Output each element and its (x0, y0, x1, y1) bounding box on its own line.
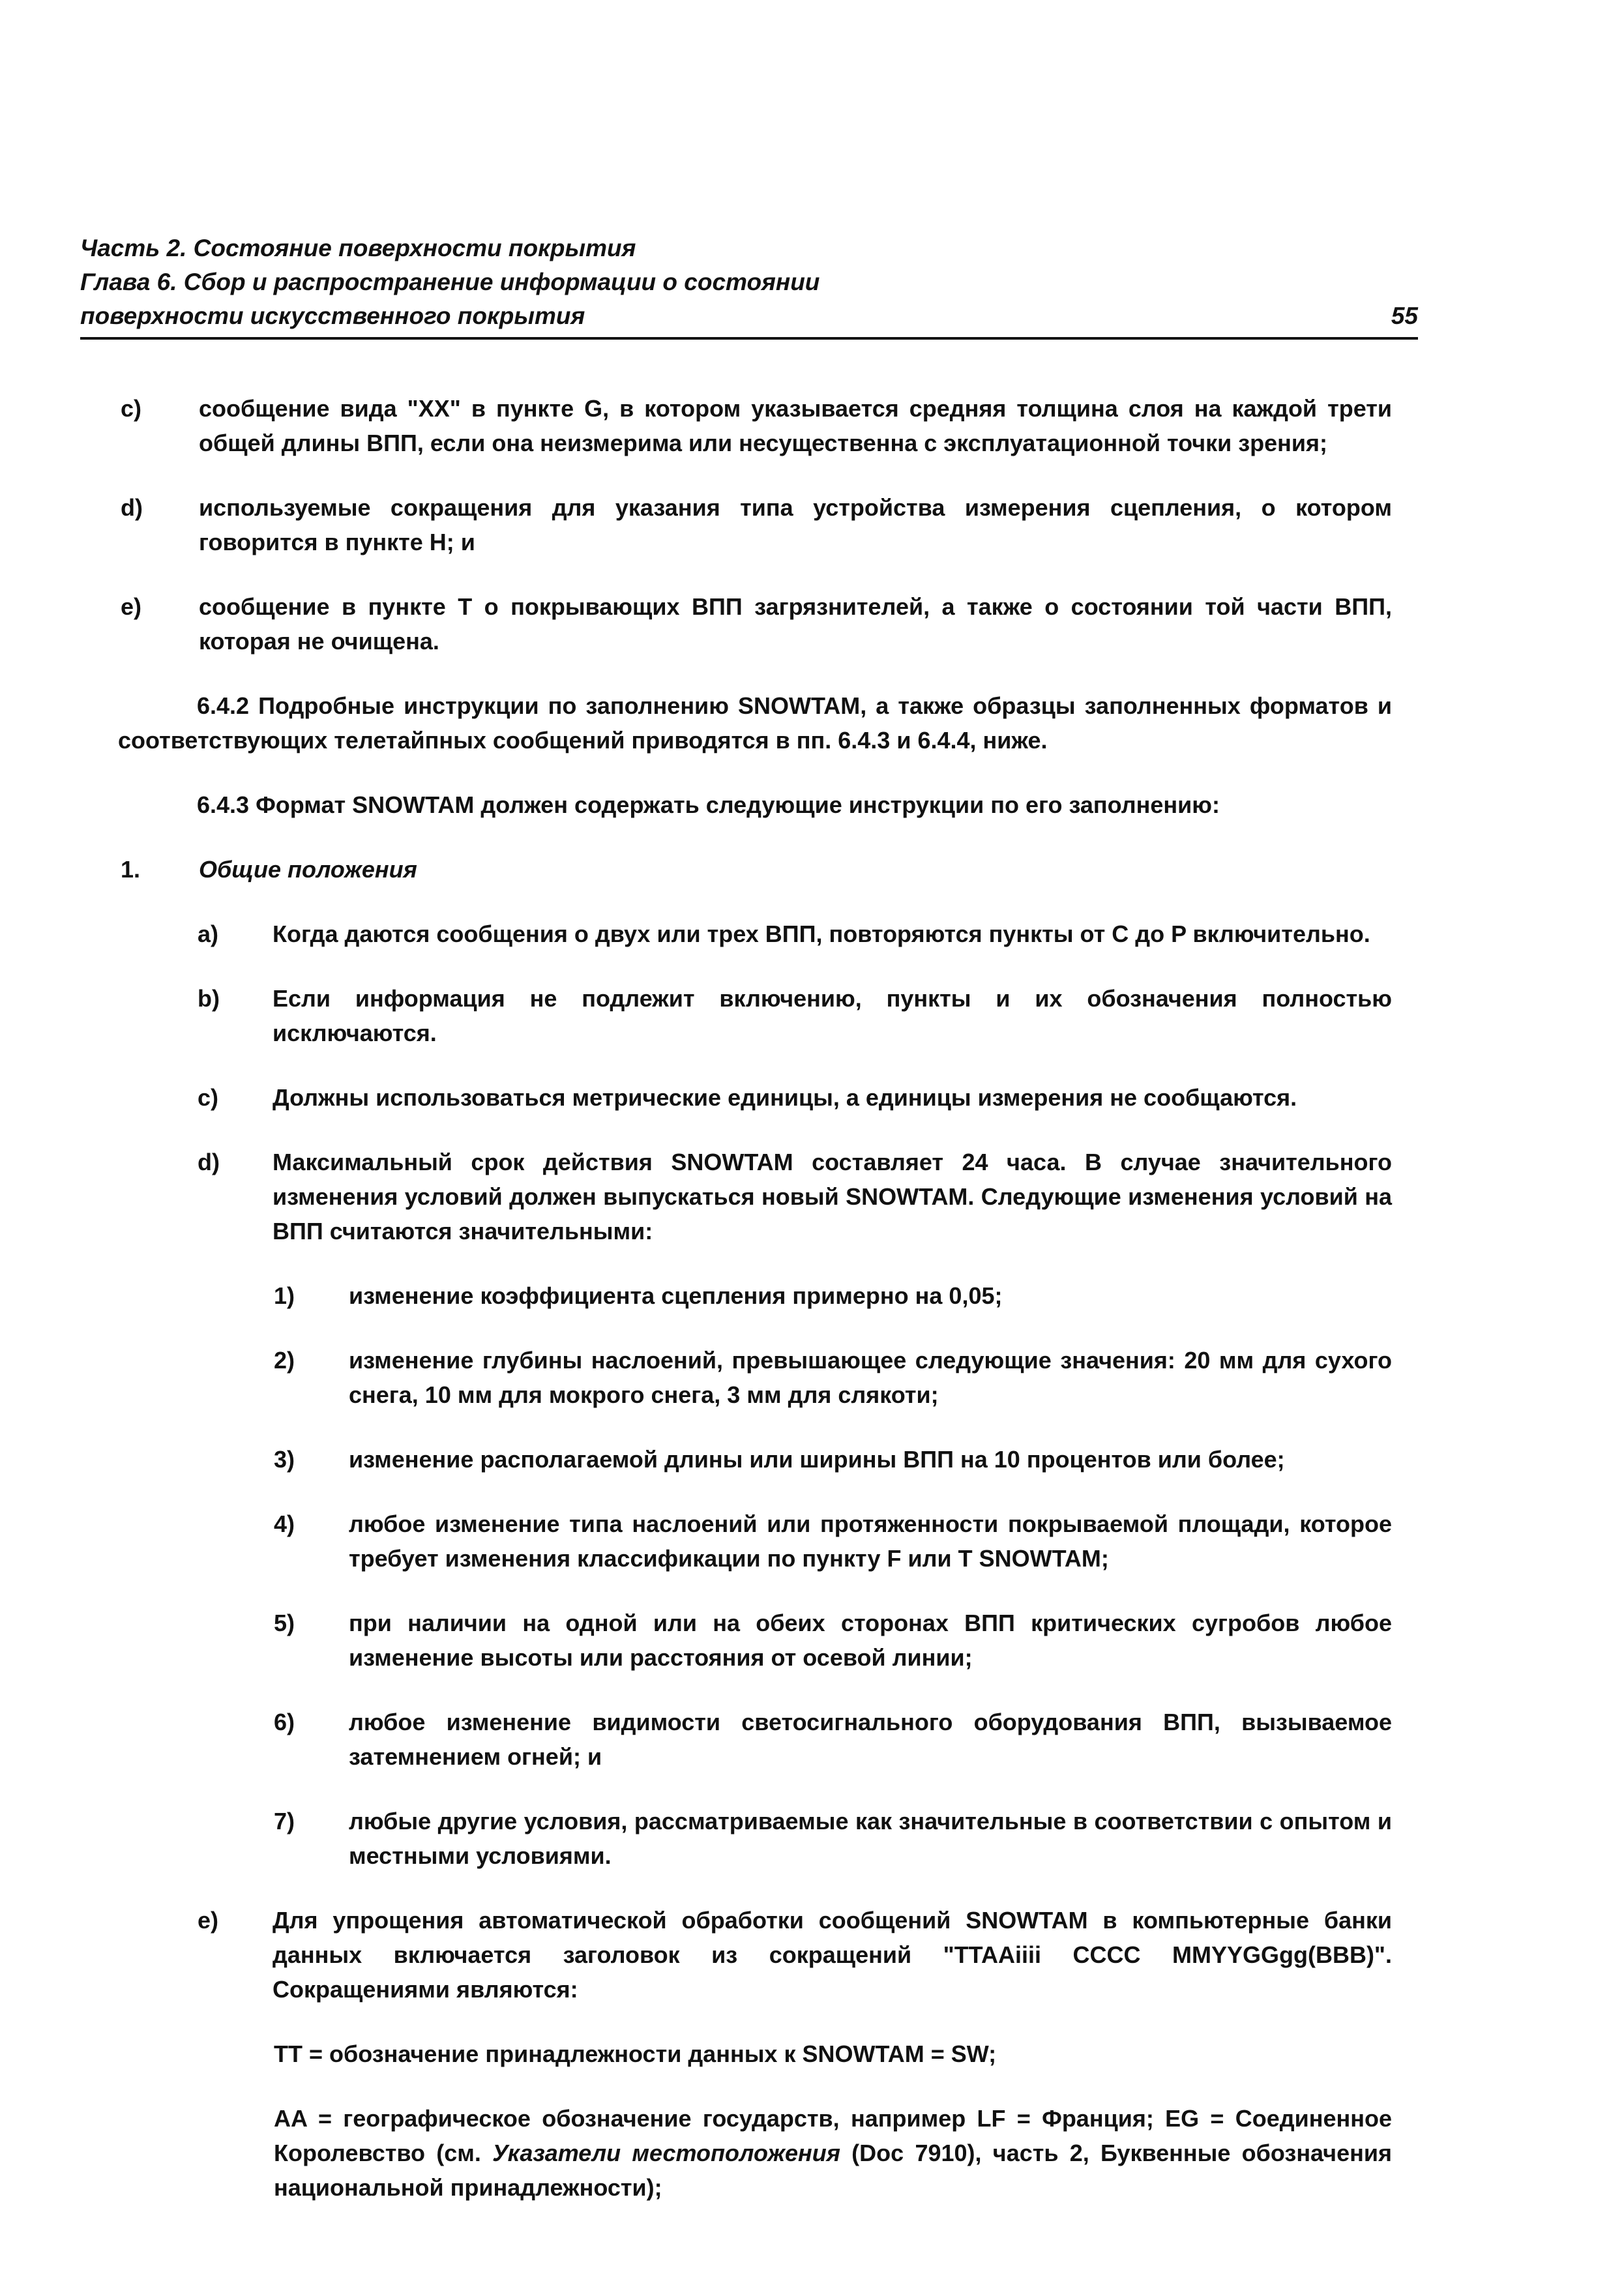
definition-aa (274, 2101, 1392, 2205)
list-item (121, 391, 1392, 460)
list-item-label: d) (198, 1149, 220, 1175)
list-item-text: используемые сокращения для указания типа устройства измерения сцепления, о котором говорится в пункте H; и (199, 494, 1392, 555)
list-item (121, 589, 1392, 658)
definition-aa-end: (Doc 7910), часть 2, Буквенные обозначения национальной принадлежности); (274, 2140, 1392, 2201)
list-item (198, 981, 1392, 1050)
list-item-label: e) (121, 593, 142, 620)
list-item-text: Должны использоваться метрические единицы, а единицы измерения не сообщаются. (273, 1084, 1297, 1111)
numbered-item-label: 3) (274, 1446, 295, 1473)
numbered-item-text: любые другие условия, рассматриваемые как значительные в соответствии с опытом и местными условиями. (349, 1808, 1392, 1869)
numbered-item-text: при наличии на одной или на обеих сторонах ВПП критических сугробов любое изменение высоты или расстояния от осевой линии; (349, 1610, 1392, 1671)
doc-title-reference: Указатели местоположения (492, 2140, 840, 2166)
list-item (121, 490, 1392, 559)
list-item-text: Для упрощения автоматической обработки сообщений SNOWTAM в компьютерные банки данных включается заголовок из сокращений "TTAAiiii CCCC MMYYGGgg(BBB)". Сокращениями являются: (273, 1907, 1392, 2003)
section-heading (121, 852, 1392, 887)
running-header (80, 231, 1418, 340)
list-item-label: b) (198, 985, 220, 1012)
numbered-item (274, 1343, 1392, 1412)
numbered-item (274, 1804, 1392, 1873)
page-number: 55 (1391, 302, 1418, 329)
paragraph-6-4-3: 6.4.3 Формат SNOWTAM должен содержать следующие инструкции по его заполнению: (197, 791, 1220, 818)
list-item-text: сообщение вида "XX" в пункте G, в котором указывается средняя толщина слоя на каждой трети общей длины ВПП, если она неизмерима или несущественна с эксплуатационной точки зрения; (199, 395, 1392, 456)
numbered-item-text: любое изменение типа наслоений или протяженности покрываемой площади, которое требует изменения классификации по пункту F или T SNOWTAM; (349, 1510, 1392, 1572)
list-item (198, 917, 1392, 951)
list-item-label: d) (121, 494, 143, 521)
numbered-item (274, 1442, 1392, 1477)
paragraph-6-4-2: 6.4.2 Подробные инструкции по заполнению SNOWTAM, а также образцы заполненных форматов и соответствующих телетайпных сообщений приводятся в пп. 6.4.3 и 6.4.4, ниже. (118, 692, 1392, 754)
definition-tt: TT = обозначение принадлежности данных к SNOWTAM = SW; (274, 2040, 997, 2067)
list-item-label: a) (198, 921, 219, 947)
numbered-item-text: изменение располагаемой длины или ширины ВПП на 10 процентов или более; (349, 1446, 1285, 1473)
list-item (198, 1080, 1392, 1115)
list-item-text: Когда даются сообщения о двух или трех ВПП, повторяются пункты от C до P включительно. (273, 921, 1370, 947)
numbered-item-text: изменение коэффициента сцепления примерно на 0,05; (349, 1282, 1003, 1309)
section-title: Общие положения (199, 856, 417, 883)
numbered-item (274, 1705, 1392, 1774)
numbered-item (274, 1278, 1392, 1313)
list-item-text: Максимальный срок действия SNOWTAM составляет 24 часа. В случае значительного изменения условий должен выпускаться новый SNOWTAM. Следующие изменения условий на ВПП считаются значительными: (273, 1149, 1392, 1245)
numbered-item-text: любое изменение видимости светосигнального оборудования ВПП, вызываемое затемнением огней; и (349, 1709, 1392, 1770)
definition-aa-start: AA = географическое обозначение государств, например LF = Франция; EG = Соединенное Королевство (см. (274, 2105, 1392, 2166)
numbered-item-text: изменение глубины наслоений, превышающее следующие значения: 20 мм для сухого снега, 10 мм для мокрого снега, 3 мм для слякоти; (349, 1347, 1392, 1408)
list-item-text: Если информация не подлежит включению, пункты и их обозначения полностью исключаются. (273, 985, 1392, 1046)
list-item (198, 1145, 1392, 1248)
numbered-item-label: 6) (274, 1709, 295, 1735)
header-chapter: Глава 6. Сбор и распространение информации о состоянии (80, 269, 820, 295)
header-last-row (80, 299, 1418, 333)
list-item-label: e) (198, 1907, 219, 1934)
header-chapter-cont: поверхности искусственного покрытия (80, 302, 585, 329)
numbered-item-label: 1) (274, 1282, 295, 1309)
header-part: Часть 2. Состояние поверхности покрытия (80, 235, 636, 261)
list-item (198, 1903, 1392, 2007)
list-item-label: c) (198, 1084, 219, 1111)
section-number: 1. (121, 856, 141, 883)
list-item-text: сообщение в пункте T о покрывающих ВПП загрязнителей, а также о состоянии той части ВПП, которая не очищена. (199, 593, 1392, 655)
numbered-item-label: 2) (274, 1347, 295, 1374)
numbered-item-label: 4) (274, 1510, 295, 1537)
numbered-item-label: 5) (274, 1610, 295, 1636)
page-content (118, 391, 1392, 2235)
numbered-item (274, 1507, 1392, 1576)
numbered-item-label: 7) (274, 1808, 295, 1834)
numbered-item (274, 1606, 1392, 1675)
list-item-label: c) (121, 395, 142, 422)
